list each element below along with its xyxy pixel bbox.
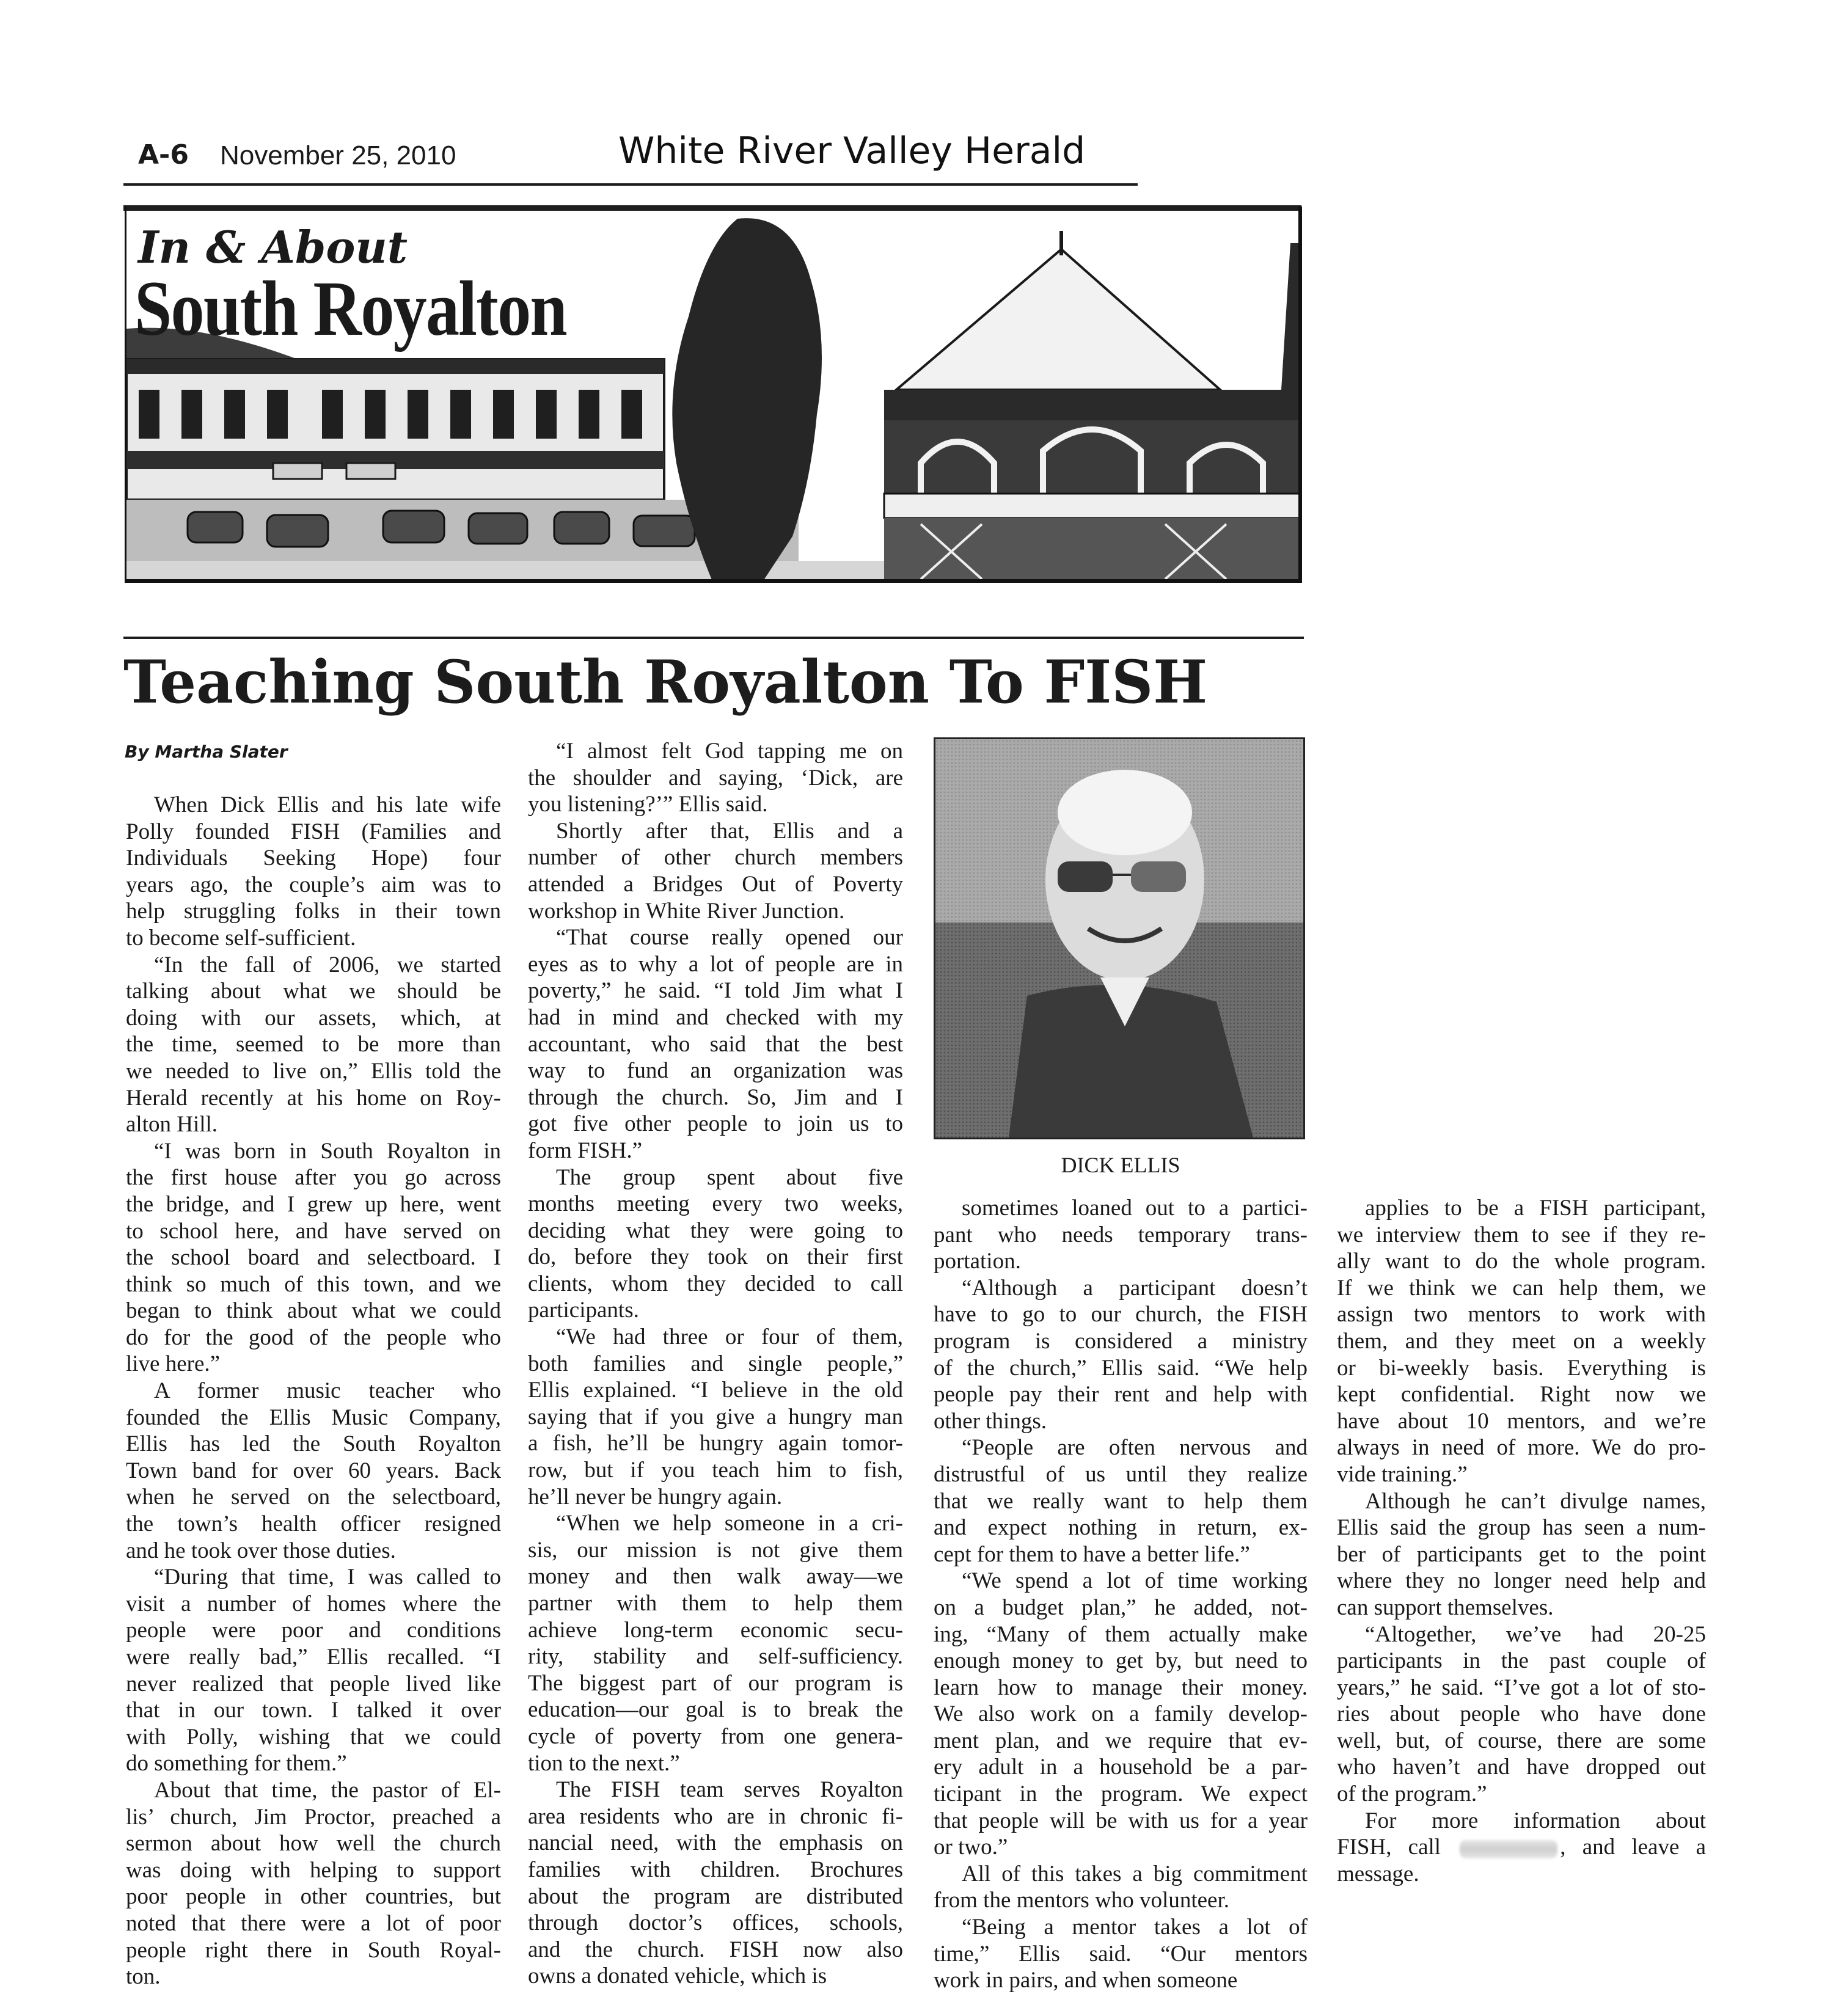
article-text-line: “During that time, I was called to	[154, 1565, 501, 1590]
article-column-3	[934, 1195, 1308, 1994]
article-text-line: and expect nothing in return, ex-	[934, 1515, 1308, 1541]
article-text-line: we interview them to see if they re-	[1337, 1222, 1706, 1247]
article-text-line: live here.”	[126, 1351, 221, 1377]
article-text-line: that in our town. I talked it over	[126, 1698, 501, 1723]
article-text-line: through the church. So, Jim and I	[528, 1084, 903, 1110]
article-text-line: and the church. FISH now also	[528, 1937, 903, 1962]
article-text-line: number of other church members	[528, 845, 903, 871]
article-text-line: both families and single people,”	[528, 1351, 903, 1376]
article-text-line: about the program are distributed	[528, 1883, 903, 1909]
article-text-line: achieve long-term economic secu-	[528, 1617, 903, 1643]
article-text-line: never realized that people lived like	[126, 1671, 501, 1696]
contact-text-before: FISH, call	[1337, 1835, 1441, 1860]
article-text-line: accountant, who said that the best	[528, 1031, 903, 1057]
article-text-line: “We spend a lot of time working	[962, 1568, 1308, 1594]
article-text-line: years,” he said. “I’ve got a lot of sto-	[1337, 1675, 1706, 1700]
article-text-line: row, but if you teach him to fish,	[528, 1458, 903, 1483]
portrait-image	[935, 739, 1303, 1138]
article-text-line: talking about what we should be	[126, 979, 501, 1004]
article-text-line: have about 10 mentors, and we’re	[1337, 1408, 1706, 1434]
article-text-line: think so much of this town, and we	[126, 1271, 501, 1297]
article-text-line: All of this takes a big commitment	[962, 1861, 1308, 1886]
article-text-line: people right there in South Royal-	[126, 1937, 501, 1963]
article-text-line: partner with them to help them	[528, 1591, 903, 1616]
contact-final-line: message.	[1337, 1861, 1419, 1886]
headline-rule	[123, 637, 1304, 639]
article-text-line: “I almost felt God tapping me on	[556, 739, 903, 764]
article-text-line: can support themselves.	[1337, 1594, 1554, 1620]
article-text-line: was doing with helping to support	[126, 1857, 501, 1883]
page-number: A-6	[138, 139, 189, 170]
article-text-line: do for the good of the people who	[126, 1324, 501, 1350]
article-text-line: ment plan, and we require that ev-	[934, 1728, 1308, 1753]
article-column-4	[1337, 1195, 1706, 1887]
article-text-line: to school here, and have served on	[126, 1218, 501, 1244]
article-text-line: “I was born in South Royalton in	[154, 1138, 501, 1164]
article-text-line: “We had three or four of them,	[556, 1324, 903, 1350]
article-text-line: the time, seemed to be more than	[126, 1032, 501, 1057]
article-text-line: sometimes loaned out to a partici-	[962, 1196, 1308, 1221]
article-text-line: through doctor’s offices, schools,	[528, 1910, 903, 1936]
article-text-line: have to go to our church, the FISH	[934, 1302, 1308, 1328]
article-text-line: cept for them to have a better life.”	[934, 1541, 1250, 1567]
article-text-line: If we think we can help them, we	[1337, 1275, 1706, 1301]
article-text-line: distrustful of us until they realize	[934, 1461, 1308, 1487]
article-text-line: the school board and selectboard. I	[126, 1245, 501, 1271]
article-text-line: Ellis said the group has seen a num-	[1337, 1515, 1706, 1541]
article-text-line: way to fund an organization was	[528, 1058, 903, 1084]
article-text-line: who haven’t and have dropped out	[1337, 1755, 1706, 1780]
article-text-line: that people will be with us for a year	[934, 1808, 1308, 1833]
article-text-line: participants.	[528, 1298, 639, 1323]
header-rule	[123, 183, 1138, 186]
section-kicker: In & About	[138, 221, 408, 273]
article-text-line: do, before they took on their first	[528, 1244, 903, 1270]
article-text-line: “Altogether, we’ve had 20-25	[1365, 1621, 1706, 1647]
article-text-line: money and then walk away—we	[528, 1564, 903, 1590]
article-text-line: do something for them.”	[126, 1751, 347, 1777]
article-text-line: you listening?’” Ellis said.	[528, 792, 768, 817]
article-text-line: “Being a mentor takes a lot of	[962, 1915, 1308, 1940]
article-text-line: About that time, the pastor of El-	[154, 1777, 501, 1803]
article-text-line: with Polly, wishing that we could	[126, 1724, 501, 1750]
article-text-line: cycle of poverty from one genera-	[528, 1723, 903, 1749]
article-text-line: people pay their rent and help with	[934, 1382, 1308, 1408]
article-text-line: families with children. Brochures	[528, 1857, 903, 1882]
article-text-line: poor people in other countries, but	[126, 1884, 501, 1910]
article-text-line: education—our goal is to break the	[528, 1697, 903, 1723]
article-text-line: deciding what they were going to	[528, 1218, 903, 1243]
article-text-line: always in need of more. We do pro-	[1337, 1435, 1706, 1461]
article-text-line: poverty,” he said. “I told Jim what I	[528, 978, 903, 1004]
article-text-line: “In the fall of 2006, we started	[154, 952, 501, 977]
contact-line	[1337, 1834, 1706, 1861]
article-text-line: eyes as to why a lot of people are in	[528, 951, 903, 977]
article-text-line: portation.	[934, 1249, 1021, 1274]
article-text-line: A former music teacher who	[154, 1378, 501, 1404]
article-text-line: “Although a participant doesn’t	[962, 1275, 1308, 1301]
article-text-line: saying that if you give a hungry man	[528, 1404, 903, 1430]
article-text-line: “When we help someone in a cri-	[556, 1511, 903, 1536]
article-text-line: area residents who are in chronic fi-	[528, 1803, 903, 1829]
article-text-line: were really bad,” Ellis recalled. “I	[126, 1645, 501, 1670]
article-text-line: other things.	[934, 1408, 1047, 1434]
article-text-line: pant who needs temporary trans-	[934, 1222, 1308, 1247]
article-text-line: or bi-weekly basis. Everything is	[1337, 1355, 1706, 1381]
article-text-line: Although he can’t divulge names,	[1365, 1488, 1706, 1514]
article-text-line: of the program.”	[1337, 1781, 1487, 1807]
article-text-line: where they no longer need help and	[1337, 1568, 1706, 1594]
article-text-line: Ellis has led the South Royalton	[126, 1431, 501, 1457]
article-text-line: well, but, of course, there are some	[1337, 1728, 1706, 1753]
article-text-line: or two.”	[934, 1835, 1008, 1860]
article-text-line: Polly founded FISH (Families and	[126, 819, 501, 844]
article-text-line: when he served on the selectboard,	[126, 1485, 501, 1510]
article-text-line: ing, “Many of them actually make	[934, 1621, 1308, 1647]
article-text-line: tion to the next.”	[528, 1750, 680, 1776]
article-text-line: from the mentors who volunteer.	[934, 1888, 1229, 1913]
article-text-line: Individuals Seeking Hope) four	[126, 845, 501, 871]
article-text-line: “That course really opened our	[556, 925, 903, 951]
redacted-phone-number	[1460, 1840, 1557, 1858]
article-text-line: the bridge, and I grew up here, went	[126, 1191, 501, 1217]
article-text-line: people were poor and conditions	[126, 1618, 501, 1643]
article-text-line: participants in the past couple of	[1337, 1648, 1706, 1674]
article-text-line: Shortly after that, Ellis and a	[556, 818, 903, 844]
article-text-line: founded the Ellis Music Company,	[126, 1404, 501, 1430]
article-text-line: We also work on a family develop-	[934, 1701, 1308, 1727]
article-text-line: them, and they meet on a weekly	[1337, 1328, 1706, 1354]
article-text-line: For more information about	[1365, 1808, 1706, 1833]
article-text-line: time,” Ellis said. “Our mentors	[934, 1941, 1308, 1967]
byline: By Martha Slater	[125, 742, 288, 762]
article-text-line: the town’s health officer resigned	[126, 1511, 501, 1537]
article-text-line: had in mind and checked with my	[528, 1004, 903, 1030]
article-text-line: doing with our assets, which, at	[126, 1005, 501, 1031]
article-text-line: learn how to manage their money.	[934, 1675, 1308, 1700]
article-text-line: sermon about how well the church	[126, 1831, 501, 1857]
article-text-line: months meeting every two weeks,	[528, 1191, 903, 1217]
article-text-line: got five other people to join us to	[528, 1111, 903, 1137]
section-name: South Royalton	[134, 265, 566, 352]
article-text-line: The biggest part of our program is	[528, 1670, 903, 1696]
article-text-line: to become self-sufficient.	[126, 925, 356, 951]
article-text-line: the shoulder and saying, ‘Dick, are	[528, 765, 903, 791]
issue-date: November 25, 2010	[220, 141, 456, 170]
article-text-line: form FISH.”	[528, 1138, 643, 1163]
article-text-line: lis’ church, Jim Proctor, preached a	[126, 1804, 501, 1830]
article-text-line: Ellis explained. “I believe in the old	[528, 1378, 903, 1403]
contact-text-after: , and leave a	[1560, 1835, 1706, 1860]
publication-name: White River Valley Herald	[618, 130, 1086, 172]
article-text-line: attended a Bridges Out of Poverty	[528, 871, 903, 897]
article-text-line: nancial need, with the emphasis on	[528, 1830, 903, 1856]
article-text-line: owns a donated vehicle, which is	[528, 1963, 827, 1989]
article-text-line: vide training.”	[1337, 1461, 1468, 1487]
article-text-line: ton.	[126, 1964, 161, 1990]
article-text-line: alton Hill.	[126, 1112, 218, 1138]
article-text-line: sis, our mission is not give them	[528, 1537, 903, 1563]
article-text-line: workshop in White River Junction.	[528, 898, 845, 924]
article-text-line: and he took over those duties.	[126, 1538, 396, 1563]
article-text-line: ber of participants get to the point	[1337, 1541, 1706, 1567]
article-text-line: kept confidential. Right now we	[1337, 1382, 1706, 1408]
article-text-line: clients, whom they decided to call	[528, 1271, 903, 1296]
article-text-line: visit a number of homes where the	[126, 1591, 501, 1616]
article-headline: Teaching South Royalton To FISH	[123, 648, 1208, 717]
portrait-photo	[934, 737, 1305, 1139]
article-column-2	[528, 738, 903, 1990]
article-text-line: that we really want to help them	[934, 1488, 1308, 1514]
article-text-line: ries about people who have done	[1337, 1701, 1706, 1727]
article-text-line: The group spent about five	[556, 1164, 903, 1190]
article-text-line: of the church,” Ellis said. “We help	[934, 1355, 1308, 1381]
article-text-line: the first house after you go across	[126, 1165, 501, 1191]
article-text-line: ticipant in the program. We expect	[934, 1781, 1308, 1807]
article-text-line: a fish, he’ll be hungry again tomor-	[528, 1431, 903, 1456]
article-text-line: enough money to get by, but need to	[934, 1648, 1308, 1674]
photo-caption: DICK ELLIS	[1061, 1153, 1180, 1177]
article-text-line: work in pairs, and when someone	[934, 1968, 1238, 1993]
article-text-line: years ago, the couple’s aim was to	[126, 872, 501, 897]
article-text-line: help struggling folks in their town	[126, 899, 501, 924]
article-text-line: “People are often nervous and	[962, 1435, 1308, 1461]
article-text-line: assign two mentors to work with	[1337, 1302, 1706, 1328]
article-text-line: When Dick Ellis and his late wife	[154, 792, 501, 817]
article-text-line: on a budget plan,” he added, not-	[934, 1594, 1308, 1620]
article-text-line: ally want to do the whole program.	[1337, 1249, 1706, 1274]
article-text-line: noted that there were a lot of poor	[126, 1910, 501, 1936]
article-text-line: began to think about what we could	[126, 1298, 501, 1324]
article-text-line: Herald recently at his home on Roy-	[126, 1085, 501, 1111]
article-text-line: Town band for over 60 years. Back	[126, 1458, 501, 1483]
article-text-line: applies to be a FISH participant,	[1365, 1196, 1706, 1221]
article-text-line: The FISH team serves Royalton	[556, 1777, 903, 1803]
article-text-line: rity, stability and self-sufficiency.	[528, 1644, 903, 1670]
article-column-1	[126, 792, 501, 1990]
article-text-line: program is considered a ministry	[934, 1328, 1308, 1354]
article-text-line: we needed to live on,” Ellis told the	[126, 1058, 501, 1084]
article-text-line: ery adult in a household be a par-	[934, 1755, 1308, 1780]
article-text-line: he’ll never be hungry again.	[528, 1484, 783, 1510]
